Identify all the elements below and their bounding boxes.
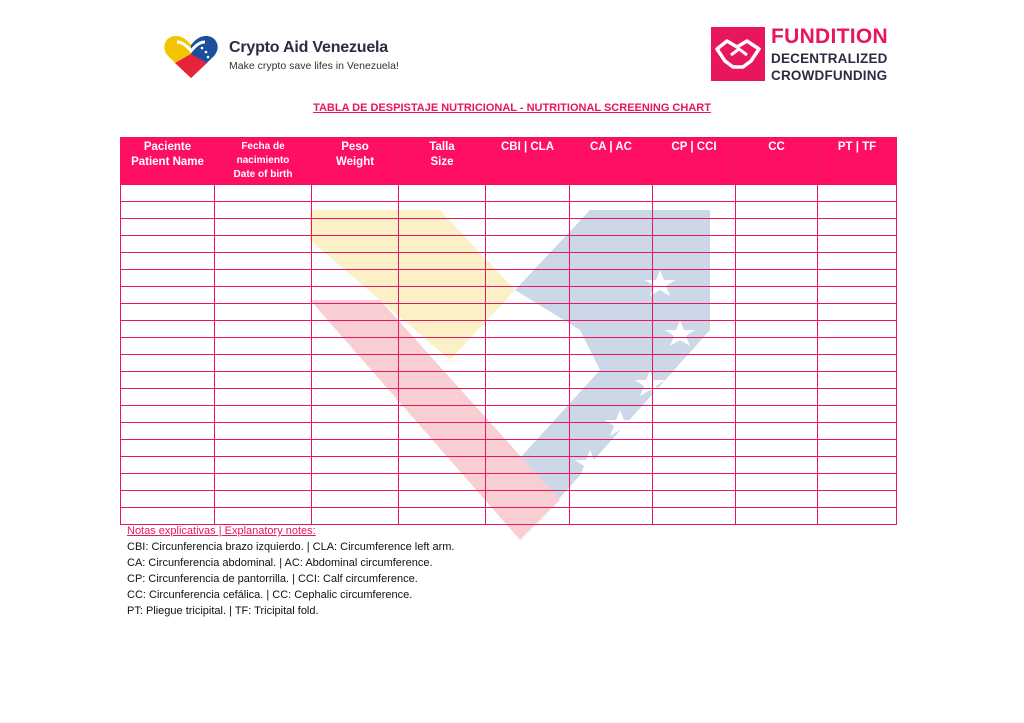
table-cell[interactable]	[818, 202, 897, 219]
table-cell[interactable]	[399, 474, 486, 491]
table-cell[interactable]	[736, 304, 818, 321]
table-row	[121, 508, 897, 525]
table-cell[interactable]	[818, 253, 897, 270]
table-cell[interactable]	[486, 372, 570, 389]
table-cell[interactable]	[818, 236, 897, 253]
table-cell[interactable]	[121, 457, 215, 474]
table-cell[interactable]	[570, 355, 653, 372]
table-cell[interactable]	[736, 287, 818, 304]
col-header-pt-tf: PT | TF	[818, 138, 897, 185]
table-cell[interactable]	[399, 440, 486, 457]
table-cell[interactable]	[818, 372, 897, 389]
col-header-weight	[312, 138, 399, 185]
table-cell[interactable]	[312, 304, 399, 321]
table-cell[interactable]	[653, 338, 736, 355]
col-header-es: Peso	[341, 141, 369, 153]
table-cell[interactable]	[486, 185, 570, 202]
table-cell[interactable]	[399, 491, 486, 508]
table-row	[121, 372, 897, 389]
table-cell[interactable]	[312, 185, 399, 202]
table-cell[interactable]	[486, 338, 570, 355]
table-cell[interactable]	[215, 270, 312, 287]
table-cell[interactable]	[570, 202, 653, 219]
table-cell[interactable]	[818, 355, 897, 372]
table-cell[interactable]	[818, 423, 897, 440]
table-cell[interactable]	[312, 321, 399, 338]
table-row	[121, 270, 897, 287]
col-header-cbi-cla: CBI | CLA	[486, 138, 570, 185]
table-cell[interactable]	[570, 491, 653, 508]
table-cell[interactable]	[653, 185, 736, 202]
note-line: CC: Circunferencia cefálica. | CC: Cephalic circumference.	[127, 589, 413, 601]
table-cell[interactable]	[736, 372, 818, 389]
table-cell[interactable]	[818, 219, 897, 236]
table-cell[interactable]	[312, 491, 399, 508]
table-cell[interactable]	[215, 389, 312, 406]
col-header-en: Date of birth	[233, 169, 293, 180]
left-logo-tagline: Make crypto save lifes in Venezuela!	[229, 60, 399, 72]
table-cell[interactable]	[570, 236, 653, 253]
table-cell[interactable]	[486, 457, 570, 474]
table-cell[interactable]	[570, 253, 653, 270]
table-cell[interactable]	[818, 338, 897, 355]
table-cell[interactable]	[399, 338, 486, 355]
table-cell[interactable]	[121, 406, 215, 423]
table-cell[interactable]	[215, 253, 312, 270]
table-cell[interactable]	[399, 202, 486, 219]
table-cell[interactable]	[653, 491, 736, 508]
table-cell[interactable]	[215, 372, 312, 389]
table-cell[interactable]	[486, 491, 570, 508]
table-cell[interactable]	[736, 219, 818, 236]
table-cell[interactable]	[818, 440, 897, 457]
table-cell[interactable]	[215, 321, 312, 338]
table-cell[interactable]	[312, 474, 399, 491]
table-cell[interactable]	[653, 304, 736, 321]
table-cell[interactable]	[818, 304, 897, 321]
table-cell[interactable]	[736, 355, 818, 372]
table-cell[interactable]	[570, 338, 653, 355]
table-cell[interactable]	[215, 440, 312, 457]
table-cell[interactable]	[486, 508, 570, 525]
table-cell[interactable]	[736, 406, 818, 423]
table-cell[interactable]	[736, 474, 818, 491]
fundition-logo	[711, 25, 911, 85]
col-header-ca-ac: CA | AC	[570, 138, 653, 185]
col-header-es: Fecha de	[241, 141, 285, 152]
table-cell[interactable]	[818, 491, 897, 508]
table-cell[interactable]	[215, 355, 312, 372]
table-cell[interactable]	[486, 253, 570, 270]
table-cell[interactable]	[818, 457, 897, 474]
table-row	[121, 406, 897, 423]
table-row	[121, 219, 897, 236]
table-row	[121, 236, 897, 253]
table-cell[interactable]	[570, 185, 653, 202]
table-row	[121, 253, 897, 270]
table-cell[interactable]	[486, 474, 570, 491]
table-cell[interactable]	[312, 253, 399, 270]
table-cell[interactable]	[736, 440, 818, 457]
table-cell[interactable]	[312, 389, 399, 406]
table-cell[interactable]	[312, 287, 399, 304]
table-cell[interactable]	[121, 253, 215, 270]
col-header-en: Patient Name	[131, 156, 204, 168]
table-cell[interactable]	[121, 355, 215, 372]
crypto-aid-venezuela-logo	[162, 30, 402, 84]
table-cell[interactable]	[215, 287, 312, 304]
table-cell[interactable]	[736, 508, 818, 525]
table-cell[interactable]	[570, 270, 653, 287]
table-cell[interactable]	[121, 508, 215, 525]
table-cell[interactable]	[570, 440, 653, 457]
col-header-es2: nacimiento	[236, 155, 290, 166]
note-line: CP: Circunferencia de pantorrilla. | CCI: Calf circumference.	[127, 573, 418, 585]
table-cell[interactable]	[818, 508, 897, 525]
table-cell[interactable]	[653, 321, 736, 338]
table-cell[interactable]	[818, 474, 897, 491]
handshake-icon	[711, 27, 765, 81]
table-cell[interactable]	[215, 236, 312, 253]
table-cell[interactable]	[486, 406, 570, 423]
table-cell[interactable]	[653, 423, 736, 440]
table-row	[121, 338, 897, 355]
table-cell[interactable]	[486, 287, 570, 304]
table-cell[interactable]	[121, 338, 215, 355]
table-cell[interactable]	[121, 202, 215, 219]
table-cell[interactable]	[312, 355, 399, 372]
table-cell[interactable]	[818, 389, 897, 406]
table-cell[interactable]	[312, 236, 399, 253]
table-cell[interactable]	[121, 185, 215, 202]
table-cell[interactable]	[121, 474, 215, 491]
table-cell[interactable]	[653, 508, 736, 525]
table-cell[interactable]	[215, 508, 312, 525]
table-cell[interactable]	[570, 304, 653, 321]
table-cell[interactable]	[121, 287, 215, 304]
table-cell[interactable]	[312, 338, 399, 355]
table-cell[interactable]	[736, 338, 818, 355]
col-header-en: Weight	[335, 156, 375, 168]
col-header-en: Size	[430, 156, 454, 168]
col-header-cc: CC	[736, 138, 818, 185]
table-cell[interactable]	[399, 185, 486, 202]
table-row	[121, 474, 897, 491]
table-cell[interactable]	[312, 406, 399, 423]
table-cell[interactable]	[653, 253, 736, 270]
table-cell[interactable]	[570, 508, 653, 525]
table-cell[interactable]	[312, 202, 399, 219]
table-cell[interactable]	[653, 474, 736, 491]
table-cell[interactable]	[653, 270, 736, 287]
note-line: CA: Circunferencia abdominal. | AC: Abdominal circumference.	[127, 557, 433, 569]
table-row	[121, 202, 897, 219]
table-cell[interactable]	[486, 389, 570, 406]
table-cell[interactable]	[121, 236, 215, 253]
table-cell[interactable]	[399, 219, 486, 236]
table-cell[interactable]	[653, 202, 736, 219]
table-cell[interactable]	[121, 423, 215, 440]
table-cell[interactable]	[653, 457, 736, 474]
table-row	[121, 287, 897, 304]
table-cell[interactable]	[736, 185, 818, 202]
document-title: TABLA DE DESPISTAJE NUTRICIONAL - NUTRITIONAL SCREENING CHART	[313, 102, 711, 114]
col-header-size	[399, 138, 486, 185]
table-cell[interactable]	[121, 304, 215, 321]
col-header-es: Talla	[429, 141, 455, 153]
table-cell[interactable]	[121, 491, 215, 508]
table-cell[interactable]	[736, 253, 818, 270]
table-cell[interactable]	[570, 423, 653, 440]
table-row	[121, 457, 897, 474]
table-cell[interactable]	[818, 406, 897, 423]
table-cell[interactable]	[570, 372, 653, 389]
right-logo-line1: FUNDITION	[771, 25, 889, 48]
note-line: CBI: Circunferencia brazo izquierdo. | CLA: Circumference left arm.	[127, 541, 455, 553]
heart-logo-icon	[162, 32, 220, 82]
table-cell[interactable]	[653, 389, 736, 406]
table-cell[interactable]	[399, 270, 486, 287]
table-cell[interactable]	[818, 185, 897, 202]
table-cell[interactable]	[570, 406, 653, 423]
table-cell[interactable]	[570, 389, 653, 406]
table-cell[interactable]	[399, 287, 486, 304]
table-cell[interactable]	[486, 202, 570, 219]
table-cell[interactable]	[653, 372, 736, 389]
table-cell[interactable]	[570, 474, 653, 491]
table-cell[interactable]	[736, 321, 818, 338]
table-cell[interactable]	[570, 219, 653, 236]
table-cell[interactable]	[486, 423, 570, 440]
table-cell[interactable]	[121, 219, 215, 236]
table-cell[interactable]	[312, 440, 399, 457]
table-cell[interactable]	[736, 202, 818, 219]
table-cell[interactable]	[653, 287, 736, 304]
table-cell[interactable]	[570, 321, 653, 338]
right-logo-line3: CROWDFUNDING	[771, 68, 888, 83]
table-header-row	[121, 138, 897, 185]
table-cell[interactable]	[399, 304, 486, 321]
table-cell[interactable]	[399, 508, 486, 525]
table-cell[interactable]	[486, 440, 570, 457]
notes-heading: Notas explicativas | Explanatory notes:	[127, 525, 316, 537]
table-cell[interactable]	[215, 219, 312, 236]
table-row	[121, 423, 897, 440]
table-cell[interactable]	[312, 219, 399, 236]
right-logo-line2: DECENTRALIZED	[771, 51, 888, 66]
table-cell[interactable]	[486, 304, 570, 321]
table-cell[interactable]	[399, 236, 486, 253]
table-cell[interactable]	[121, 270, 215, 287]
col-header-patient	[121, 138, 215, 185]
table-body	[121, 185, 897, 525]
table-cell[interactable]	[312, 372, 399, 389]
col-header-es: Paciente	[143, 141, 192, 153]
table-cell[interactable]	[653, 406, 736, 423]
col-header-cp-cci: CP | CCI	[653, 138, 736, 185]
screening-table	[120, 137, 897, 525]
table-cell[interactable]	[399, 406, 486, 423]
table-cell[interactable]	[312, 423, 399, 440]
note-line: PT: Pliegue tricipital. | TF: Tricipital fold.	[127, 605, 319, 617]
table-cell[interactable]	[215, 304, 312, 321]
table-cell[interactable]	[653, 440, 736, 457]
table-row	[121, 355, 897, 372]
table-cell[interactable]	[570, 457, 653, 474]
table-cell[interactable]	[818, 321, 897, 338]
table-row	[121, 389, 897, 406]
table-cell[interactable]	[399, 389, 486, 406]
table-cell[interactable]	[215, 474, 312, 491]
table-cell[interactable]	[215, 406, 312, 423]
table-cell[interactable]	[121, 372, 215, 389]
table-row	[121, 185, 897, 202]
table-cell[interactable]	[399, 321, 486, 338]
explanatory-notes	[127, 523, 454, 619]
table-cell[interactable]	[486, 219, 570, 236]
col-header-date-of-birth	[215, 138, 312, 185]
table-cell[interactable]	[215, 338, 312, 355]
table-cell[interactable]	[486, 321, 570, 338]
table-cell[interactable]	[486, 236, 570, 253]
table-cell[interactable]	[121, 440, 215, 457]
table-cell[interactable]	[653, 236, 736, 253]
table-row	[121, 440, 897, 457]
table-cell[interactable]	[312, 508, 399, 525]
table-cell[interactable]	[736, 236, 818, 253]
table-cell[interactable]	[121, 321, 215, 338]
table-cell[interactable]	[736, 423, 818, 440]
table-cell[interactable]	[736, 457, 818, 474]
table-cell[interactable]	[818, 270, 897, 287]
table-row	[121, 491, 897, 508]
table-cell[interactable]	[486, 270, 570, 287]
table-cell[interactable]	[215, 491, 312, 508]
table-cell[interactable]	[736, 491, 818, 508]
table-cell[interactable]	[570, 287, 653, 304]
table-cell[interactable]	[121, 389, 215, 406]
table-row	[121, 321, 897, 338]
table-cell[interactable]	[736, 389, 818, 406]
table-cell[interactable]	[215, 423, 312, 440]
table-cell[interactable]	[399, 372, 486, 389]
table-cell[interactable]	[399, 423, 486, 440]
table-cell[interactable]	[312, 270, 399, 287]
table-cell[interactable]	[736, 270, 818, 287]
table-row	[121, 304, 897, 321]
table-cell[interactable]	[399, 253, 486, 270]
table-cell[interactable]	[653, 355, 736, 372]
table-cell[interactable]	[653, 219, 736, 236]
table-cell[interactable]	[399, 457, 486, 474]
table-cell[interactable]	[215, 202, 312, 219]
left-logo-name: Crypto Aid Venezuela	[229, 39, 389, 56]
table-cell[interactable]	[215, 185, 312, 202]
table-cell[interactable]	[486, 355, 570, 372]
table-cell[interactable]	[312, 457, 399, 474]
table-cell[interactable]	[399, 355, 486, 372]
table-cell[interactable]	[818, 287, 897, 304]
table-cell[interactable]	[215, 457, 312, 474]
